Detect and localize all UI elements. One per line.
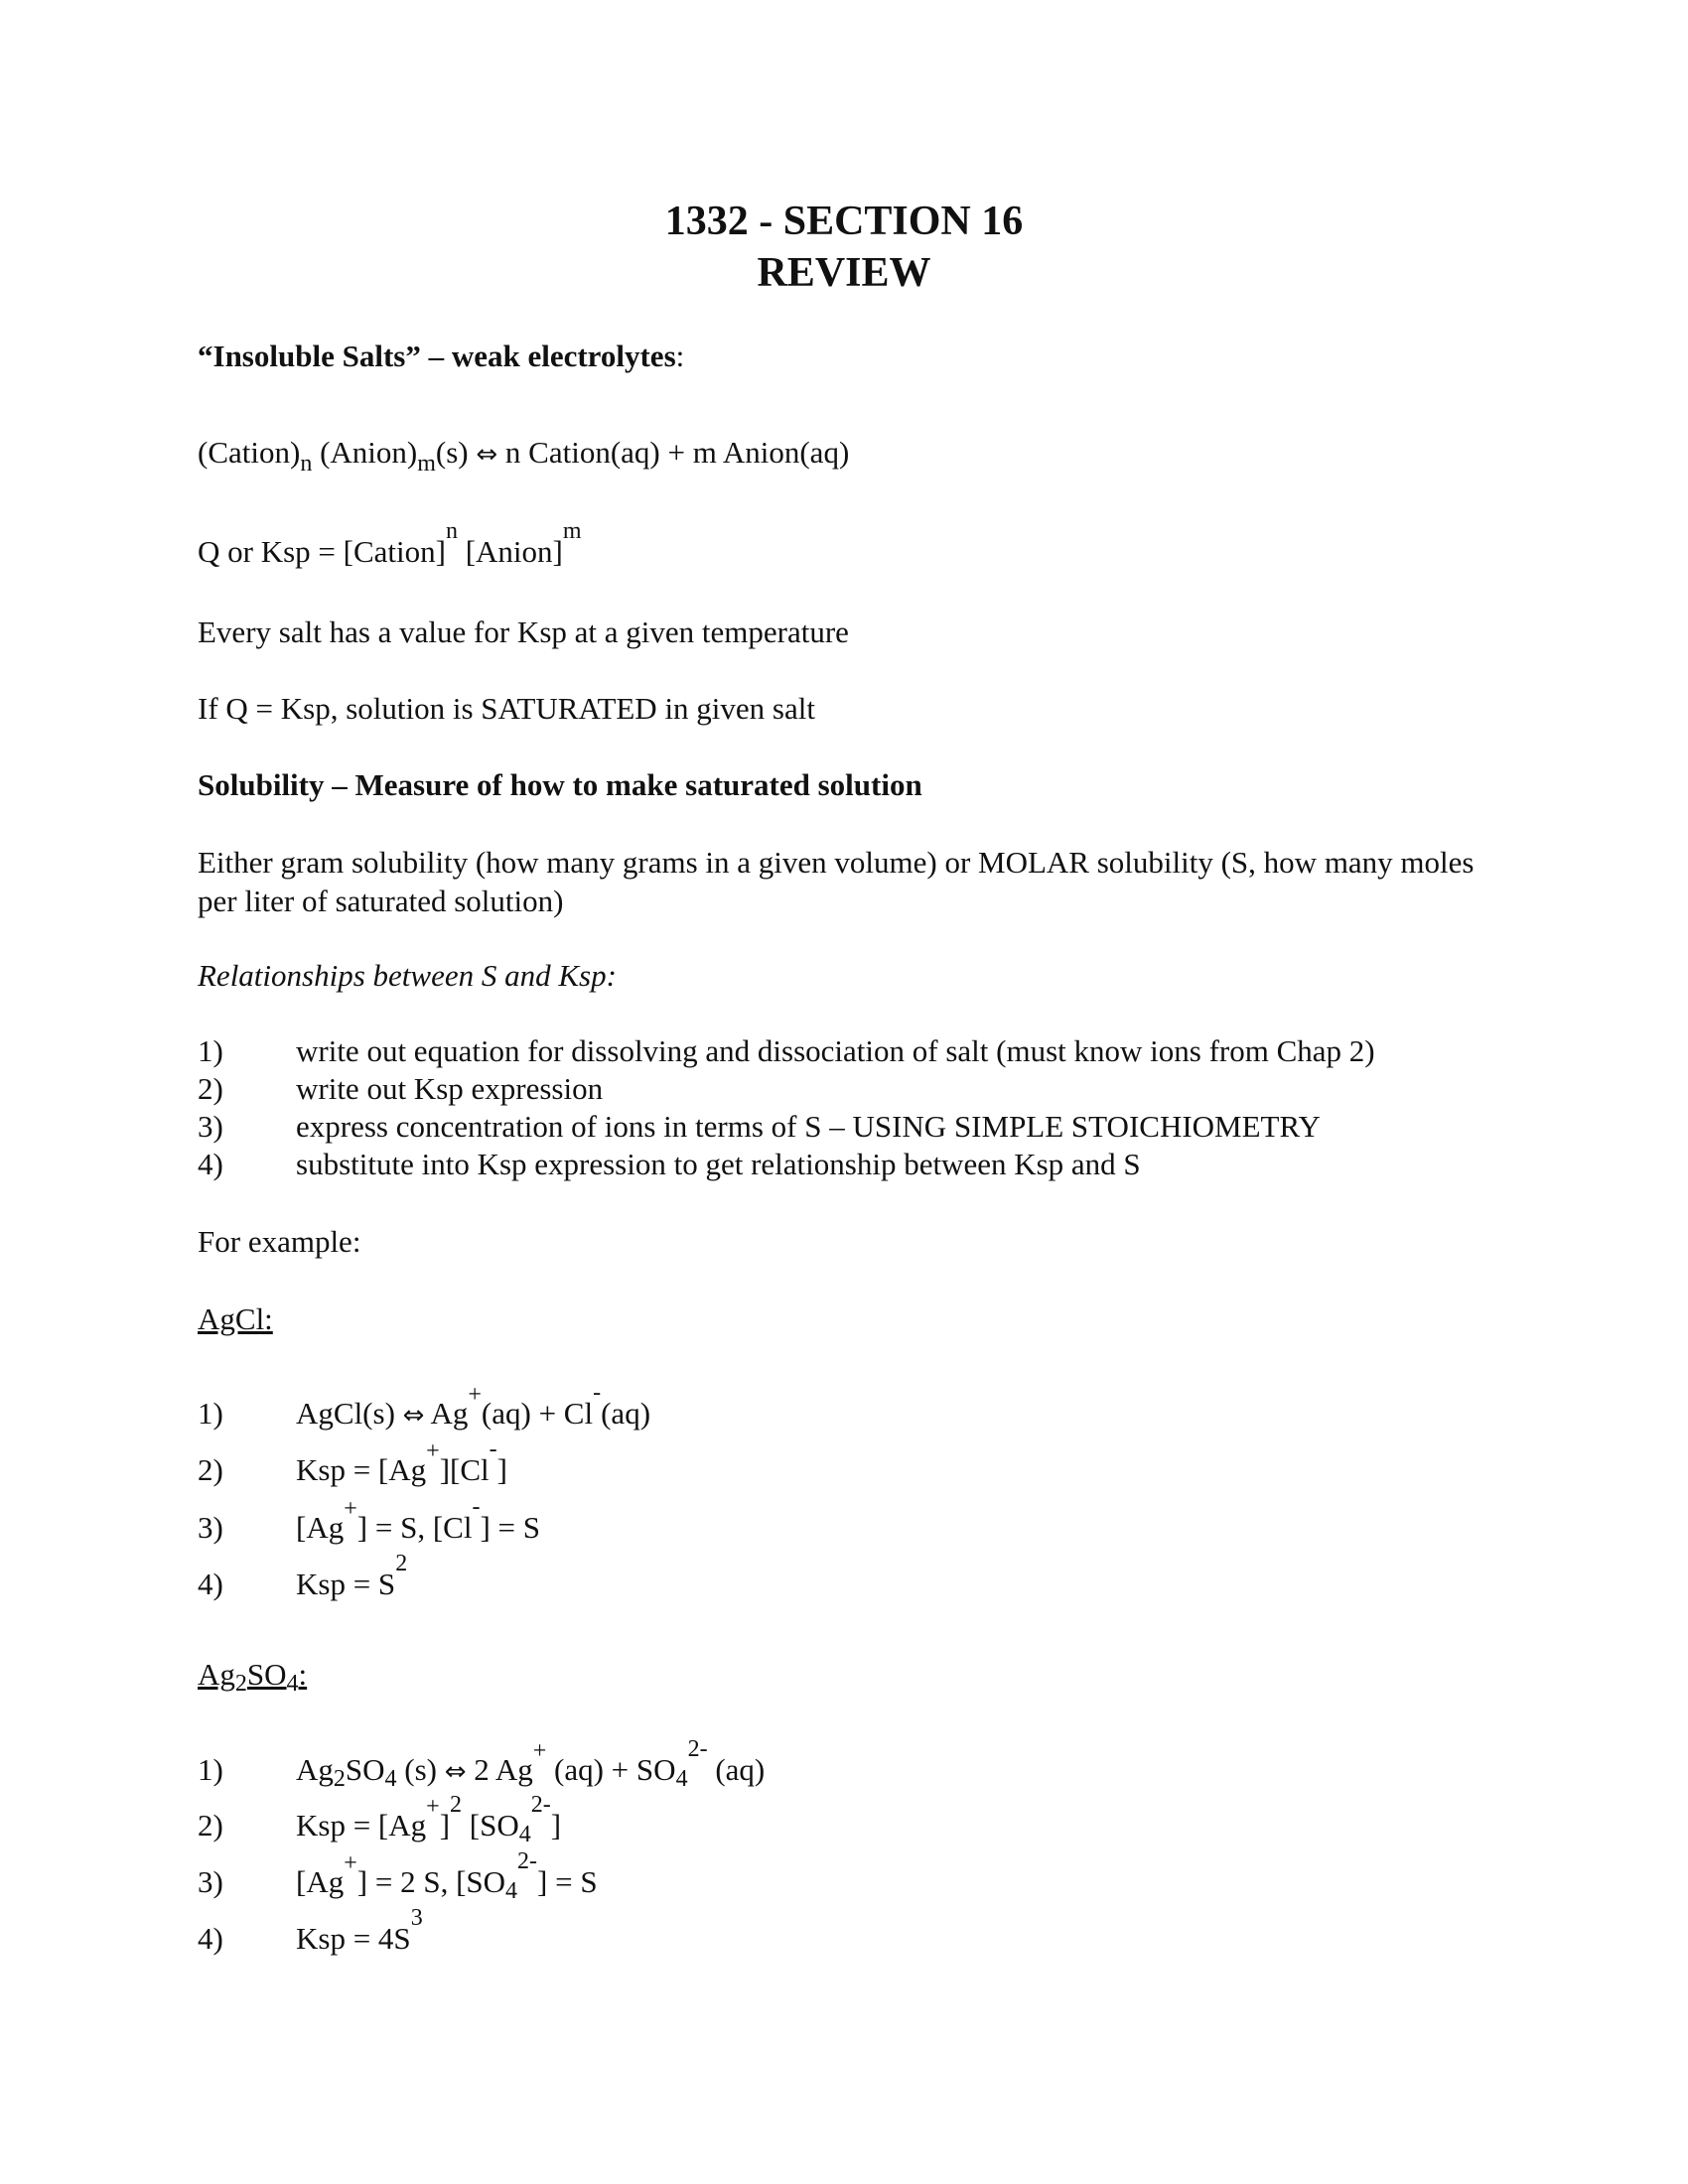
statement-ksp-temperature: Every salt has a value for Ksp at a given temperature	[198, 614, 849, 649]
step-1: 1) write out equation for dissolving and dissociation of salt (must know ions from Chap 2)	[198, 1033, 1375, 1068]
step-2: 2) write out Ksp expression	[198, 1071, 604, 1106]
agcl-heading: AgCl:	[198, 1301, 273, 1336]
page-title-line2: REVIEW	[757, 250, 931, 296]
equilibrium-arrow-icon: ⇔	[402, 1401, 425, 1431]
agcl-step-1: 1) AgCl(s) ⇔ Ag+(aq) + Cl-(aq)	[198, 1380, 651, 1431]
equilibrium-arrow-icon: ⇔	[476, 440, 498, 470]
step-4: 4) substitute into Ksp expression to get relationship between Ksp and S	[198, 1147, 1141, 1181]
solubility-paragraph: Either gram solubility (how many grams in a given volume) or MOLAR solubility (S, how many moles per liter of saturated solution)	[198, 845, 1475, 918]
statement-saturated: If Q = Ksp, solution is SATURATED in given salt	[198, 691, 815, 726]
agcl-step-3: 3) [Ag+] = S, [Cl-] = S	[198, 1494, 540, 1545]
ksp-expression: Q or Ksp = [Cation]$^n$ [Anion]$^m$	[198, 518, 582, 569]
for-example: For example:	[198, 1224, 361, 1259]
agcl-step-4: 4) Ksp = $S^2$	[198, 1551, 408, 1601]
ag2so4-step-1: 1) Ag2SO4 (s) ⇔ 2 Ag+ $(aq) + SO4^{2-}$ (aq)	[198, 1736, 766, 1792]
ag2so4-step-2: 2) Ksp = $[Ag^+]^2$ $[SO4^{2-}]$	[198, 1792, 562, 1847]
ag2so4-step-4: 4) Ksp = $4S^3$	[198, 1905, 423, 1956]
page-title-line1: 1332 - SECTION 16	[664, 199, 1024, 244]
heading-insoluble-salts: “Insoluble Salts” – weak electrolytes:	[198, 339, 685, 373]
relationships-heading: Relationships between S and Ksp:	[198, 958, 617, 993]
agcl-step-2: 2) Ksp = [Ag+][Cl-]	[198, 1436, 507, 1487]
ag2so4-step-3: 3) [Ag+] = 2 S, $[SO4^{2-}] = S$	[198, 1848, 598, 1904]
ag2so4-heading: Ag2SO4:	[198, 1657, 308, 1697]
equilibrium-equation: $(Cation)_n$ $(Anion)_m(s)$ ⇔ n Cation(aq) + m Anion(aq)	[198, 435, 850, 477]
step-3: 3) express concentration of ions in terms of S – USING SIMPLE STOICHIOMETRY	[198, 1109, 1321, 1144]
equilibrium-arrow-icon: ⇔	[444, 1757, 467, 1787]
heading-solubility: Solubility – Measure of how to make saturated solution	[198, 767, 922, 802]
